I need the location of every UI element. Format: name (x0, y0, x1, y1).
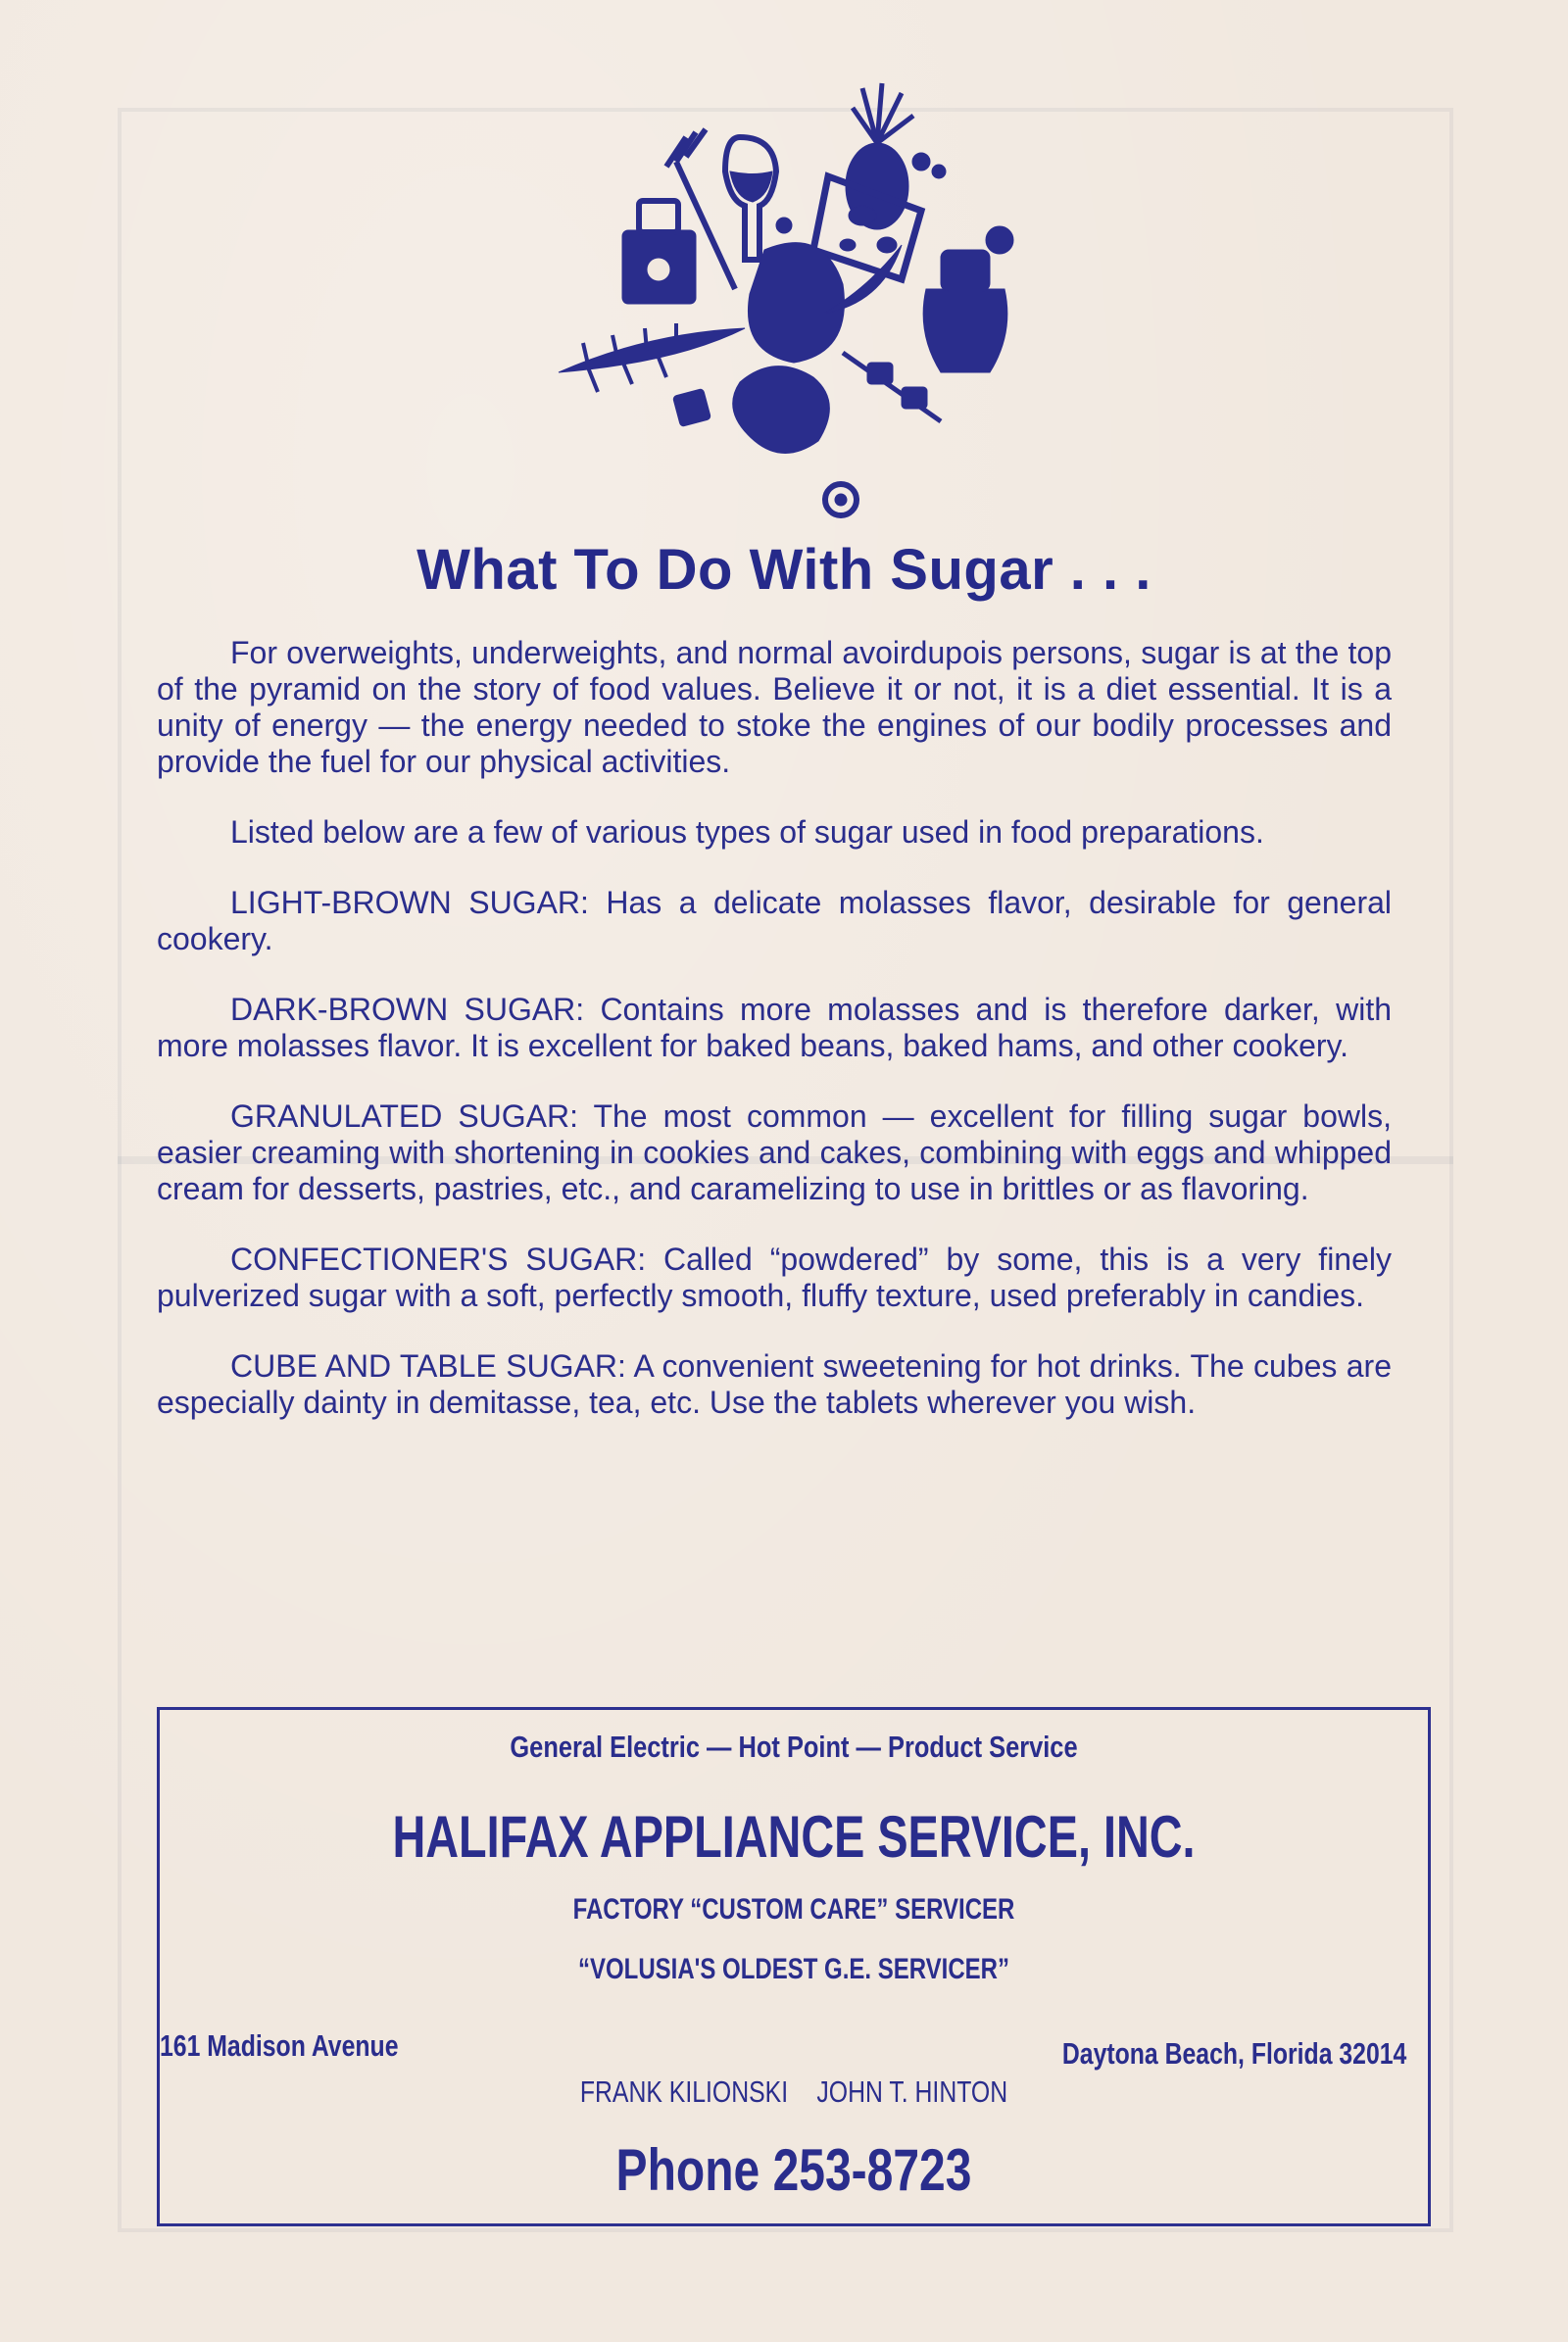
paragraph-listed: Listed below are a few of various types of sugar used in food preparations. (230, 814, 1264, 850)
article-body (157, 635, 1392, 1455)
ad-person-2: JOHN T. HINTON (816, 2074, 1008, 2109)
ad-company-name: HALIFAX APPLIANCE SERVICE, INC. (392, 1804, 1196, 1870)
paragraph-confectioners: CONFECTIONER'S SUGAR: Called “powdered” by some, this is a very finely pulverized sugar with a soft, perfectly smooth, fluffy texture, used preferably in candies. (157, 1242, 1392, 1313)
ad-person-1: FRANK KILIONSKI (579, 2074, 789, 2109)
ad-factory-line: FACTORY “CUSTOM CARE” SERVICER (572, 1893, 1015, 1926)
paragraph-granulated: GRANULATED SUGAR: The most common — excellent for filling sugar bowls, easier creaming with shortening in cookies and cakes, combining with eggs and whipped cream for desserts, pastries, etc., and caramelizing to use in brittles or as flavoring. (157, 1098, 1392, 1206)
ad-street-address: 161 Madison Avenue (160, 2028, 399, 2063)
ad-tagline: General Electric — Hot Point — Product Service (510, 1730, 1078, 1764)
paragraph-intro: For overweights, underweights, and normal avoirdupois persons, sugar is at the top of the pyramid on the story of food values. Believe it or not, it is a diet essential. It is a unity of energy — the energy needed to stoke the engines of our bodily processes and provide the fuel for our physical activities. (157, 635, 1392, 779)
ad-oldest-line: “VOLUSIA'S OLDEST G.E. SERVICER” (577, 1953, 1009, 1985)
paragraph-dark-brown: DARK-BROWN SUGAR: Contains more molasses and is therefore darker, with more molasses flavor. It is excellent for baked beans, baked hams, and other cookery. (157, 992, 1392, 1063)
paragraph-cube-table: CUBE AND TABLE SUGAR: A convenient sweetening for hot drinks. The cubes are especially dainty in demitasse, tea, etc. Use the tablets wherever you wish. (157, 1348, 1392, 1420)
article-title: What To Do With Sugar . . . (416, 538, 1152, 602)
ad-people (286, 2074, 1300, 2110)
ad-phone: Phone 253-8723 (615, 2137, 972, 2203)
food-illustration-icon (529, 78, 1039, 519)
paragraph-light-brown: LIGHT-BROWN SUGAR: Has a delicate molasses flavor, desirable for general cookery. (157, 885, 1392, 956)
ad-city-address: Daytona Beach, Florida 32014 (1061, 2036, 1406, 2071)
advertisement-box (157, 1707, 1431, 2226)
